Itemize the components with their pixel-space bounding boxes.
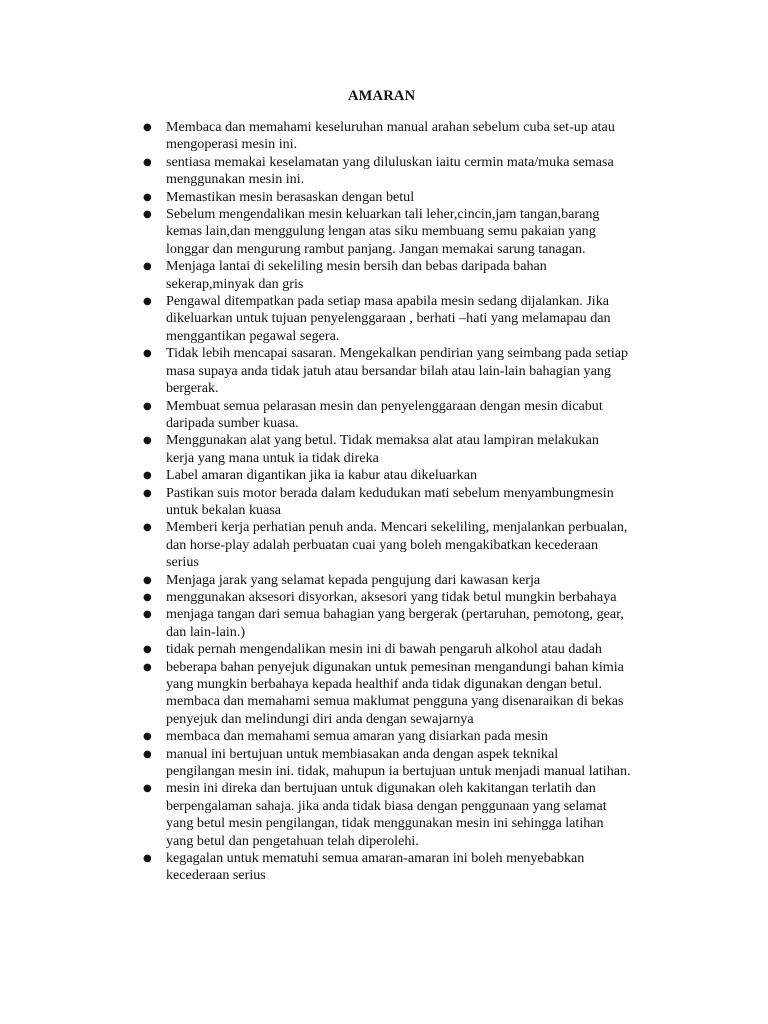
list-item-text: tidak pernah mengendalikan mesin ini di bawah pengaruh alkohol atau dadah bbox=[166, 641, 602, 658]
list-item bbox=[141, 850, 689, 885]
list-item-text: Menggunakan alat yang betul. Tidak memaksa alat atau lampiran melakukan kerja yang mana untuk ia tidak direka bbox=[166, 432, 599, 466]
bullet-icon: ● bbox=[143, 609, 152, 621]
warning-list bbox=[141, 119, 689, 885]
list-item-text: Menjaga jarak yang selamat kepada pengujung dari kawasan kerja bbox=[166, 571, 541, 588]
list-item bbox=[141, 293, 689, 345]
list-item-text: Memberi kerja perhatian penuh anda. Mencari sekeliling, menjalankan perbualan, dan horse-play adalah perbuatan cuai yang boleh mengakibatkan kecederaan serius bbox=[166, 519, 628, 571]
bullet-icon: ● bbox=[143, 156, 152, 168]
list-item bbox=[141, 258, 689, 293]
bullet-icon: ● bbox=[143, 435, 152, 447]
bullet-icon: ● bbox=[143, 748, 152, 760]
bullet-icon: ● bbox=[143, 470, 152, 482]
page-title: AMARAN bbox=[348, 88, 416, 104]
bullet-icon: ● bbox=[143, 661, 152, 673]
list-item bbox=[141, 154, 689, 189]
list-item bbox=[141, 519, 689, 571]
bullet-icon: ● bbox=[143, 487, 152, 499]
list-item bbox=[141, 746, 689, 781]
list-item bbox=[141, 606, 689, 641]
bullet-icon: ● bbox=[143, 644, 152, 656]
bullet-icon: ● bbox=[143, 731, 152, 743]
list-item bbox=[141, 485, 689, 520]
list-item-text: manual ini bertujuan untuk membiasakan anda dengan aspek teknikal pengilangan mesin ini. tidak, mahupun ia bertujuan untuk menjadi manual latihan. bbox=[166, 745, 631, 780]
list-item bbox=[141, 467, 689, 484]
list-item-text: Label amaran digantikan jika ia kabur atau dikeluarkan bbox=[166, 467, 478, 484]
list-item bbox=[141, 641, 689, 658]
list-item-text: membaca dan memahami semua amaran yang disiarkan pada mesin bbox=[166, 728, 548, 745]
bullet-icon: ● bbox=[143, 261, 152, 273]
bullet-icon: ● bbox=[143, 400, 152, 412]
list-item-text: Memastikan mesin berasaskan dengan betul bbox=[166, 188, 415, 205]
list-item-text: Sebelum mengendalikan mesin keluarkan tali leher,cincin,jam tangan,barang kemas lain,dan menggulung lengan atas siku membuang semu pakaian yang longgar dan mengurung rambut panjang. Jangan memakai sarung tanagan. bbox=[166, 206, 600, 257]
list-item-text: Pastikan suis motor berada dalam kedudukan mati sebelum menyambungmesin untuk bekalan kuasa bbox=[166, 484, 614, 518]
bullet-icon: ● bbox=[143, 122, 152, 133]
list-item-text: menjaga tangan dari semua bahagian yang bergerak (pertaruhan, pemotong, gear, dan lain-lain.) bbox=[166, 606, 624, 640]
list-item-text: Tidak lebih mencapai sasaran. Mengekalkan pendirian yang seimbang pada setiap masa supaya anda tidak jatuh atau bersandar bilah atau lain-lain bahagian yang bergerak. bbox=[166, 345, 629, 397]
list-item bbox=[141, 432, 689, 467]
list-item bbox=[141, 659, 689, 729]
bullet-icon: ● bbox=[143, 853, 152, 865]
bullet-icon: ● bbox=[143, 783, 152, 795]
bullet-icon: ● bbox=[143, 209, 152, 221]
list-item-text: menggunakan aksesori disyorkan, aksesori yang tidak betul mungkin berbahaya bbox=[166, 588, 617, 605]
bullet-icon: ● bbox=[143, 296, 152, 308]
list-item-text: Membuat semua pelarasan mesin dan penyelenggaraan dengan mesin dicabut daripada sumber kuasa. bbox=[166, 397, 603, 431]
bullet-icon: ● bbox=[143, 191, 152, 203]
list-item-text: Membaca dan memahami keseluruhan manual arahan sebelum cuba set-up atau mengoperasi mesin ini. bbox=[166, 119, 615, 153]
bullet-icon: ● bbox=[143, 574, 152, 586]
list-item bbox=[141, 728, 689, 745]
list-item bbox=[141, 206, 689, 258]
list-item bbox=[141, 189, 689, 206]
bullet-icon: ● bbox=[143, 591, 152, 603]
bullet-icon: ● bbox=[143, 522, 152, 534]
list-item bbox=[141, 345, 689, 397]
list-item bbox=[141, 780, 689, 850]
list-item-text: Menjaga lantai di sekeliling mesin bersih dan bebas daripada bahan sekerap,minyak dan gris bbox=[166, 258, 547, 292]
bullet-icon: ● bbox=[143, 348, 152, 360]
list-item bbox=[141, 589, 689, 606]
list-item-text: sentiasa memakai keselamatan yang diluluskan iaitu cermin mata/muka semasa menggunakan mesin ini. bbox=[166, 153, 614, 188]
list-item-text: mesin ini direka dan bertujuan untuk digunakan oleh kakitangan terlatih dan berpengalaman sahaja. jika anda tidak biasa dengan penggunaan yang selamat yang betul mesin pengilangan, tidak menggunakan mesin ini sehingga latihan yang betul dan pengetahuan telah diperolehi. bbox=[166, 780, 607, 849]
list-item bbox=[141, 119, 689, 154]
list-item-text: beberapa bahan penyejuk digunakan untuk pemesinan mengandungi bahan kimia yang mungkin berbahaya kepada healthif anda tidak digunakan dengan betul. membaca dan memahami semua maklumat pengguna yang disenaraikan di bekas penyejuk dan melindungi diri anda dengan sewajarnya bbox=[166, 658, 624, 727]
list-item bbox=[141, 398, 689, 433]
list-item-text: kegagalan untuk mematuhi semua amaran-amaran ini boleh menyebabkan kecederaan serius bbox=[166, 850, 585, 884]
list-item-text: Pengawal ditempatkan pada setiap masa apabila mesin sedang dijalankan. Jika dikeluarkan untuk tujuan penyelenggaraan , berhati –hati yang melamapau dan menggantikan pegawal segera. bbox=[166, 293, 611, 344]
list-item bbox=[141, 572, 689, 589]
